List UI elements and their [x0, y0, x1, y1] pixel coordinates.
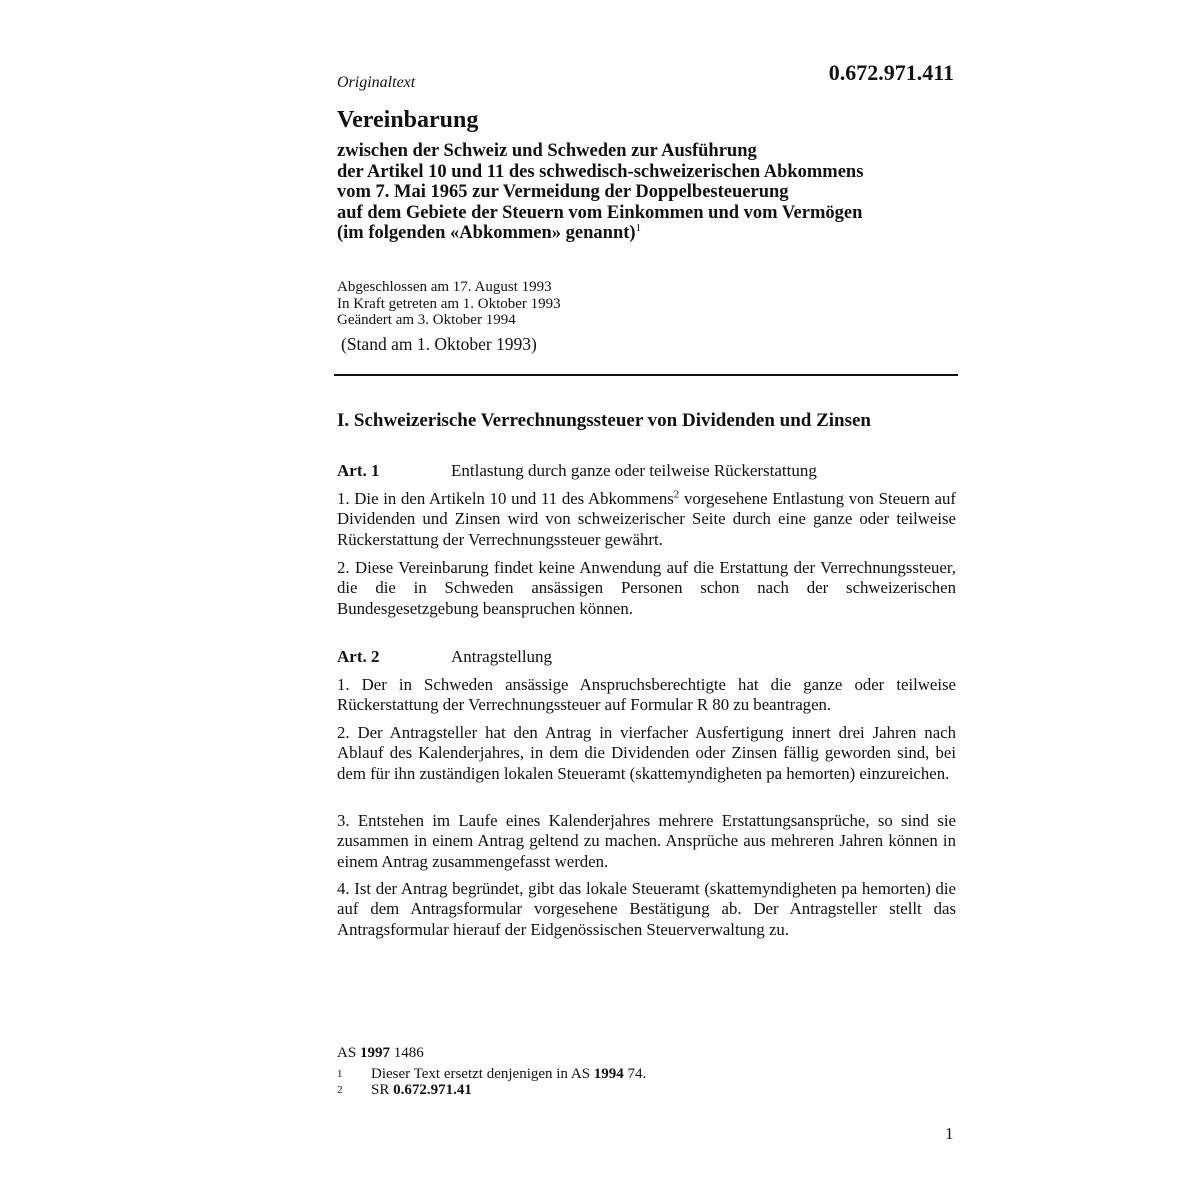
original-text-label: Originaltext [337, 74, 416, 91]
article-2-header [337, 647, 957, 667]
subtitle-line [337, 223, 957, 244]
article-2-paragraph-3: 3. Entstehen im Laufe eines Kalenderjahres mehrere Erstattungsansprüche, so sind sie zusammen in einem Antrag geltend zu machen. Ansprüche aus mehreren Jahren können in einem Antrag zusammengefasst werden. [337, 811, 956, 871]
in-force-date: In Kraft getreten am 1. Oktober 1993 [337, 295, 561, 312]
article-2-paragraph-4: 4. Ist der Antrag begründet, gibt das lokale Steueramt (skattemyndigheten pa hemorten) die auf dem Antragsformular vorgesehene Bestätigung ab. Der Antragsteller stellt das Antragsformular hierauf der Eidgenössischen Steuerverwaltung zu. [337, 879, 956, 939]
amended-date: Geändert am 3. Oktober 1994 [337, 312, 516, 328]
page-number: 1 [945, 1124, 954, 1143]
footnote-sr-link[interactable]: 0.672.971.41 [393, 1082, 472, 1098]
horizontal-rule [334, 374, 958, 376]
article-2-paragraph-1: 1. Der in Schweden ansässige Anspruchsberechtigte hat die ganze oder teilweise Rückerstattung der Verrechnungssteuer auf Formular R 80 zu beantragen. [337, 675, 956, 715]
article-1-paragraph-1 [337, 489, 956, 550]
article-1-paragraph-2: 2. Diese Vereinbarung findet keine Anwendung auf die Erstattung der Verrechnungssteuer, die die in Schweden ansässigen Personen schon nach der schweizerischen Bundesgesetzgebung beanspruchen können. [337, 558, 956, 618]
as-prefix: AS [337, 1045, 357, 1061]
article-2-paragraph-2: 2. Der Antragsteller hat den Antrag in vierfacher Ausfertigung innert drei Jahren nach Ablauf des Kalenderjahres, in dem die Dividenden oder Zinsen fällig geworden sind, bei dem für ihn zuständigen lokalen Steueramt (skattemyndigheten pa hemorten) einzureichen. [337, 723, 956, 783]
subtitle-last-line-text: (im folgenden «Abkommen» genannt) [337, 223, 636, 243]
article-number: Art. 1 [337, 461, 380, 480]
paragraph-text: 1. Die in den Artikeln 10 und 11 des Abkommens [337, 489, 674, 508]
article-number: Art. 2 [337, 647, 380, 666]
footnote-1 [337, 1066, 646, 1082]
subtitle-line: zwischen der Schweiz und Schweden zur Ausführung [337, 141, 757, 161]
article-heading: Antragstellung [451, 647, 553, 666]
paragraph-text: vorgesehene Entlastung von Steuern auf Dividenden und Zinsen wird von schweizerischer Seite durch eine ganze oder teilweise Rückerstattung der Verrechnungssteuer gewährt. [337, 489, 956, 549]
footnote-prefix: SR [371, 1082, 390, 1098]
subtitle-line: auf dem Gebiete der Steuern vom Einkommen und vom Vermögen [337, 202, 863, 223]
status-date: (Stand am 1. Oktober 1993) [341, 334, 537, 354]
sr-number: 0.672.971.411 [828, 60, 954, 85]
footnote-year: 1994 [593, 1066, 624, 1082]
document-subtitle [337, 141, 957, 244]
document-metadata [337, 279, 561, 329]
footnote-page: 74. [627, 1066, 647, 1082]
as-year: 1997 [359, 1045, 390, 1061]
footnote-2 [337, 1082, 472, 1098]
document-title: Vereinbarung [337, 107, 479, 133]
subtitle-line: vom 7. Mai 1965 zur Vermeidung der Doppelbesteuerung [337, 182, 789, 202]
footnote-text: Dieser Text ersetzt denjenigen in AS [371, 1066, 591, 1082]
as-page: 1486 [393, 1045, 424, 1061]
article-1-header [337, 461, 957, 481]
section-heading: I. Schweizerische Verrechnungssteuer von Dividenden und Zinsen [337, 410, 872, 431]
subtitle-line: der Artikel 10 und 11 des schwedisch-schweizerischen Abkommens [337, 161, 864, 182]
concluded-date: Abgeschlossen am 17. August 1993 [337, 279, 552, 295]
footnote-number: 2 [337, 1084, 343, 1096]
footnote-reference[interactable]: 1 [635, 221, 642, 234]
footnote-reference[interactable]: 2 [673, 488, 680, 501]
as-reference [337, 1045, 424, 1061]
footnote-number: 1 [337, 1068, 343, 1080]
article-heading: Entlastung durch ganze oder teilweise Rückerstattung [451, 461, 817, 480]
